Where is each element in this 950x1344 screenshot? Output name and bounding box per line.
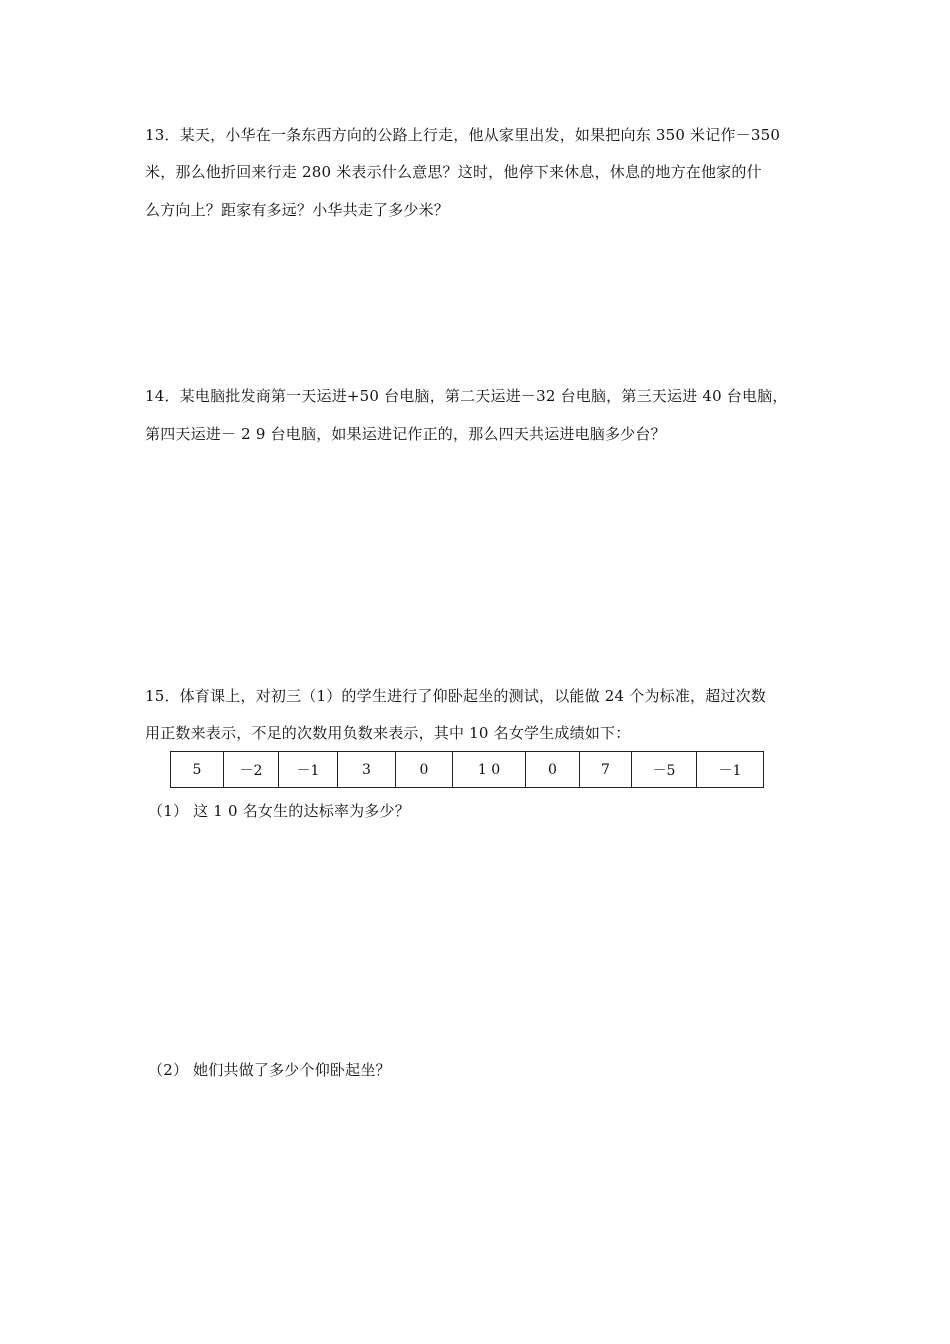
- score-cell: 3: [338, 752, 396, 788]
- q13-line-1: 13．某天，小华在一条东西方向的公路上行走，他从家里出发，如果把向东 350 米记作－350: [145, 126, 781, 144]
- q14-line-2: 第四天运进－ 2 9 台电脑，如果运进记作正的，那么四天共运进电脑多少台？: [145, 425, 666, 443]
- q15-subquestion-1: （1） 这 1 0 名女生的达标率为多少？: [148, 802, 410, 820]
- score-cell: 5: [171, 752, 224, 788]
- q15-line-1: 15．体育课上，对初三（1）的学生进行了仰卧起坐的测试，以能做 24 个为标准，超过次数: [145, 687, 767, 705]
- score-cell: 0: [526, 752, 580, 788]
- q13-line-2: 米，那么他折回来行走 280 米表示什么意思？这时，他停下来休息，休息的地方在他家的什: [145, 163, 762, 181]
- score-cell: 0: [396, 752, 453, 788]
- q15-line-2: 用正数来表示，不足的次数用负数来表示，其中 10 名女学生成绩如下：: [145, 724, 631, 742]
- scores-row: [171, 752, 764, 788]
- score-cell: 1 0: [453, 752, 526, 788]
- q13-line-3: 么方向上？距家有多远？小华共走了多少米？: [145, 201, 450, 219]
- score-cell: －5: [632, 752, 697, 788]
- q14-line-1: 14．某电脑批发商第一天运进+50 台电脑，第二天运进－32 台电脑，第三天运进 40 台电脑，: [145, 387, 788, 405]
- scores-table: [170, 751, 764, 788]
- score-cell: －1: [279, 752, 338, 788]
- score-cell: －1: [697, 752, 764, 788]
- q15-subquestion-2: （2） 她们共做了多少个仰卧起坐？: [148, 1061, 391, 1079]
- score-cell: －2: [224, 752, 279, 788]
- score-cell: 7: [580, 752, 632, 788]
